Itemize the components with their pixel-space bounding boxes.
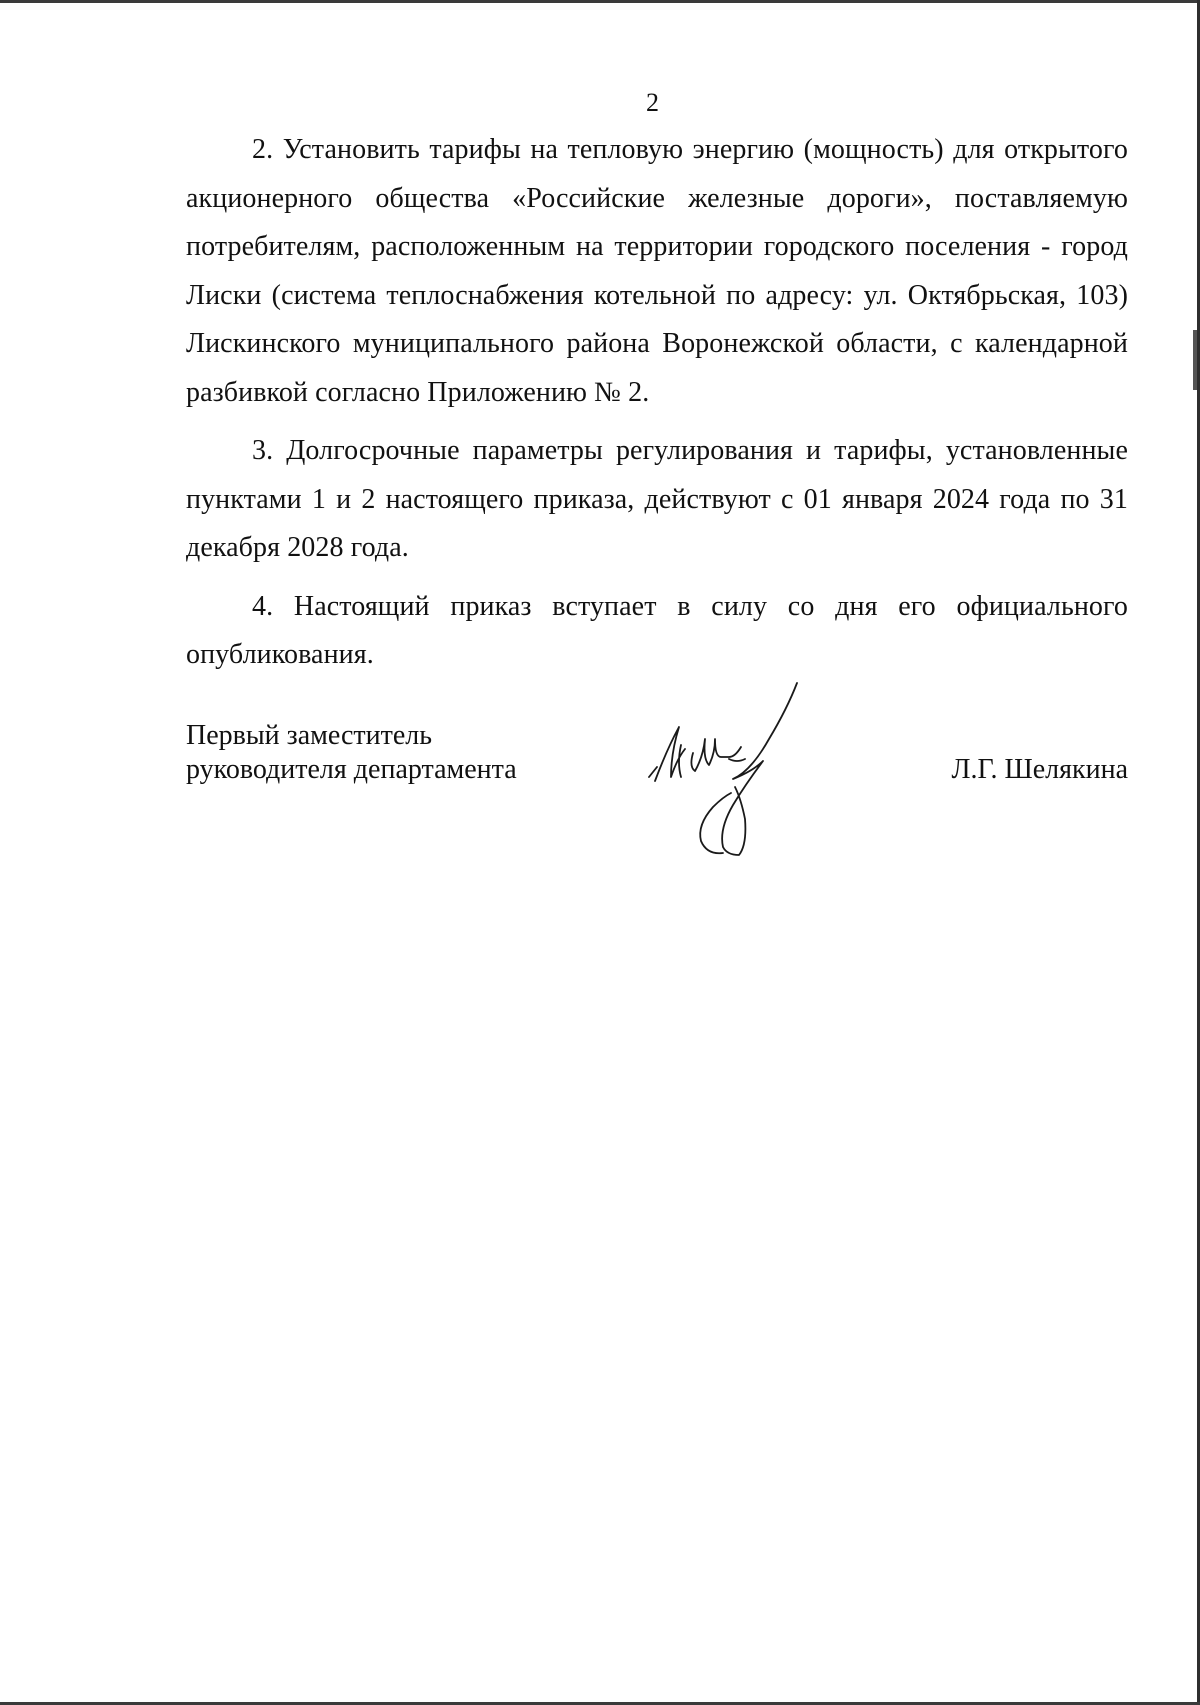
- handwritten-signature: [641, 679, 821, 869]
- document-body: [186, 126, 1128, 680]
- signer-position-line-1: Первый заместитель: [186, 720, 433, 751]
- signer-position: [186, 719, 517, 787]
- signer-position-line-2: руководителя департамента: [186, 754, 517, 785]
- signature-block: [186, 719, 1128, 879]
- signer-name: Л.Г. Шелякина: [951, 754, 1128, 785]
- paragraph-2: 2. Установить тарифы на тепловую энергию (мощность) для открытого акционерного общества «Российские железные дороги», поставляемую потребителям, расположенным на территории городского поселения - город Лиски (система теплоснабжения котельной по адресу: ул. Октябрьская, 103) Лискинского муниципального района Воронежской области, с календарной разбивкой согласно Приложению № 2.: [186, 134, 1128, 408]
- scan-edge-mark: [1193, 330, 1197, 390]
- scan-border-top: [0, 0, 1200, 3]
- page-number: 2: [646, 88, 659, 117]
- signature-strokes: [649, 683, 797, 855]
- paragraph-4: 4. Настоящий приказ вступает в силу со дня его официального опубликования.: [186, 590, 1128, 670]
- paragraph-3: 3. Долгосрочные параметры регулирования и тарифы, установленные пунктами 1 и 2 настоящего приказа, действуют с 01 января 2024 года по 31 декабря 2028 года.: [186, 435, 1128, 563]
